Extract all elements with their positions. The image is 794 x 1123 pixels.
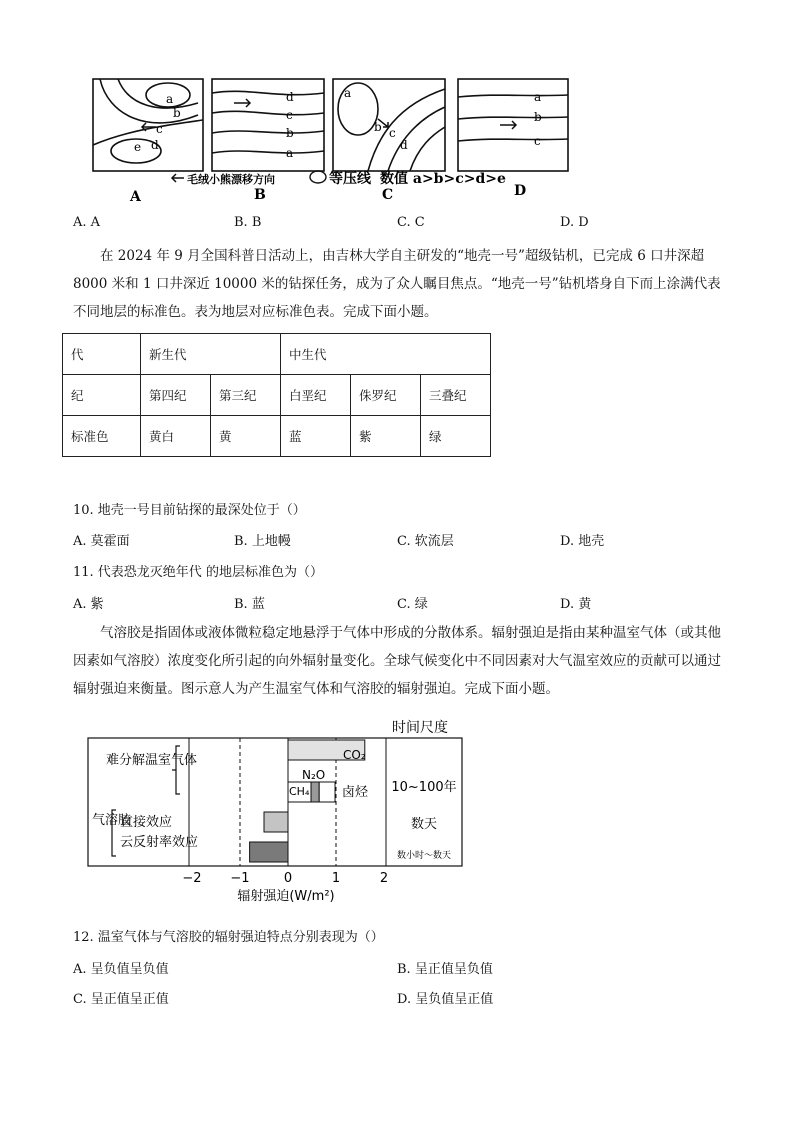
table-cell: 新生代: [141, 334, 281, 375]
table-cell: 第三纪: [211, 375, 281, 416]
q10-option-a[interactable]: A. 莫霍面: [73, 534, 130, 549]
table-cell: 绿: [421, 416, 491, 457]
x-tick-label: −1: [230, 871, 250, 886]
panel-c-line-d: d: [400, 138, 408, 152]
panel-c-line-a: a: [344, 86, 352, 100]
panel-d-line-b: b: [534, 110, 542, 124]
q9-option-d[interactable]: D. D: [560, 215, 589, 230]
panel-b: [212, 79, 324, 171]
table-cell: 蓝: [281, 416, 351, 457]
panel-b-arrow: [234, 99, 250, 107]
panel-b-line-a: a: [286, 146, 294, 160]
q9-option-c[interactable]: C. C: [397, 215, 425, 230]
table-cell: 标准色: [63, 416, 141, 457]
panel-a: [93, 79, 203, 171]
legend-value-text: 数值 a>b>c>d>e: [380, 171, 506, 187]
panel-b-line-b: b: [286, 126, 294, 140]
legend-arrow-icon: [172, 174, 184, 182]
time-scale-aerosol-mid: 数天: [410, 817, 438, 832]
legend-isobar-text: 等压线: [329, 171, 371, 187]
q11-option-b[interactable]: B. 蓝: [234, 597, 265, 612]
bar-6: [250, 842, 288, 862]
x-tick-label: 0: [283, 871, 293, 886]
x-axis-label: 辐射强迫(W/m²): [237, 889, 335, 904]
table-cell: 纪: [63, 375, 141, 416]
panel-a-line-b: b: [173, 106, 181, 120]
x-tick-label: −2: [182, 871, 202, 886]
q11-option-d[interactable]: D. 黄: [560, 597, 592, 612]
panel-a-line-d: d: [151, 138, 159, 152]
q12-option-a[interactable]: A. 呈负值呈负值: [73, 962, 169, 977]
passage-drill: 在 2024 年 9 月全国科普日活动上，由吉林大学自主研发的“地壳一号”超级钻机，已完成 6 口井深超 8000 米和 1 口井深近 10000 米的钻探任务，成为了众人瞩目焦点。“地壳一号”钻机塔身自下而上涂满代表不同地层的标准色。表为地层对应标准色表。完成下面小题。: [73, 248, 721, 320]
panel-label-a: A: [130, 189, 141, 205]
panel-c-line-b: b: [374, 120, 382, 134]
bar-label-direct: 直接效应: [120, 815, 173, 830]
time-scale-title: 时间尺度: [392, 720, 448, 736]
panel-d-arrow: [500, 121, 516, 129]
q10-option-c[interactable]: C. 软流层: [397, 534, 454, 549]
ghg-group-label: 难分解温室气体: [106, 753, 198, 768]
stratum-color-table: [62, 333, 491, 457]
panel-b-line-c: c: [286, 108, 293, 122]
q12-stem: 12. 温室气体与气溶胶的辐射强迫特点分别表现为（）: [73, 930, 384, 945]
radiative-forcing-chart: [84, 716, 484, 904]
time-scale-aerosol-bottom: 数小时～数天: [396, 851, 452, 861]
panel-a-arrow: [142, 123, 156, 131]
q11-option-a[interactable]: A. 紫: [73, 597, 104, 612]
time-scale-ghg: 10~100年: [391, 780, 457, 795]
table-cell: 紫: [351, 416, 421, 457]
table-cell: 中生代: [281, 334, 491, 375]
q9-option-a[interactable]: A. A: [73, 215, 101, 230]
panel-label-c: C: [382, 187, 394, 203]
table-cell: 黄白: [141, 416, 211, 457]
panel-label-b: B: [254, 187, 266, 203]
q12-option-c[interactable]: C. 呈正值呈正值: [73, 992, 169, 1007]
table-cell: 黄: [211, 416, 281, 457]
q12-option-d[interactable]: D. 呈负值呈正值: [397, 992, 494, 1007]
bar-5: [264, 812, 288, 832]
table-cell: 侏罗纪: [351, 375, 421, 416]
table-row: [63, 416, 491, 457]
table-cell: 白垩纪: [281, 375, 351, 416]
bar-label-halocarbon: 卤烃: [342, 785, 369, 800]
bar-label-n2o: N₂O: [302, 768, 326, 782]
q9-option-b[interactable]: B. B: [234, 215, 262, 230]
panel-b-line-d: d: [286, 90, 294, 104]
table-cell: 代: [63, 334, 141, 375]
q10-stem: 10. 地壳一号目前钻探的最深处位于（）: [73, 503, 306, 518]
panel-d-line-a: a: [534, 90, 542, 104]
panel-label-d: D: [514, 183, 527, 199]
q10-option-b[interactable]: B. 上地幔: [234, 534, 291, 549]
x-tick-label: 2: [379, 871, 389, 886]
q11-stem: 11. 代表恐龙灭绝年代 的地层标准色为（）: [73, 565, 323, 580]
bar-3: [311, 782, 319, 802]
passage-aerosol: 气溶胶是指固体或液体微粒稳定地悬浮于气体中形成的分散体系。辐射强迫是指由某种温室气体（或其他因素如气溶胶）浓度变化所引起的向外辐射量变化。全球气候变化中不同因素对大气温室效应的贡献可以通过辐射强迫来衡量。图示意人为产生温室气体和气溶胶的辐射强迫。完成下面小题。: [73, 625, 721, 697]
legend-isobar-icon: [310, 171, 326, 183]
bar-label-co2: CO₂: [343, 748, 366, 762]
table-cell: 第四纪: [141, 375, 211, 416]
bar-label-cloud: 云反射率效应: [120, 835, 199, 850]
bar-4: [319, 782, 335, 802]
table-row: [63, 375, 491, 416]
x-tick-label: 1: [331, 871, 341, 886]
q10-option-d[interactable]: D. 地壳: [560, 534, 605, 549]
panel-a-line-e: e: [134, 140, 142, 154]
panel-a-line-a: a: [166, 92, 174, 106]
q12-option-b[interactable]: B. 呈正值呈负值: [397, 962, 493, 977]
isobar-figure: [88, 75, 598, 205]
panel-d-line-c: c: [534, 134, 541, 148]
panel-a-line-c: c: [156, 122, 163, 136]
aerosol-group-label: 气溶胶: [92, 813, 132, 828]
panel-c-line-c: c: [389, 126, 396, 140]
bar-label-ch4: CH₄: [289, 785, 310, 798]
q11-option-c[interactable]: C. 绿: [397, 597, 428, 612]
table-row: [63, 334, 491, 375]
legend-arrow-text: 毛绒小熊漂移方向: [187, 173, 275, 186]
table-cell: 三叠纪: [421, 375, 491, 416]
